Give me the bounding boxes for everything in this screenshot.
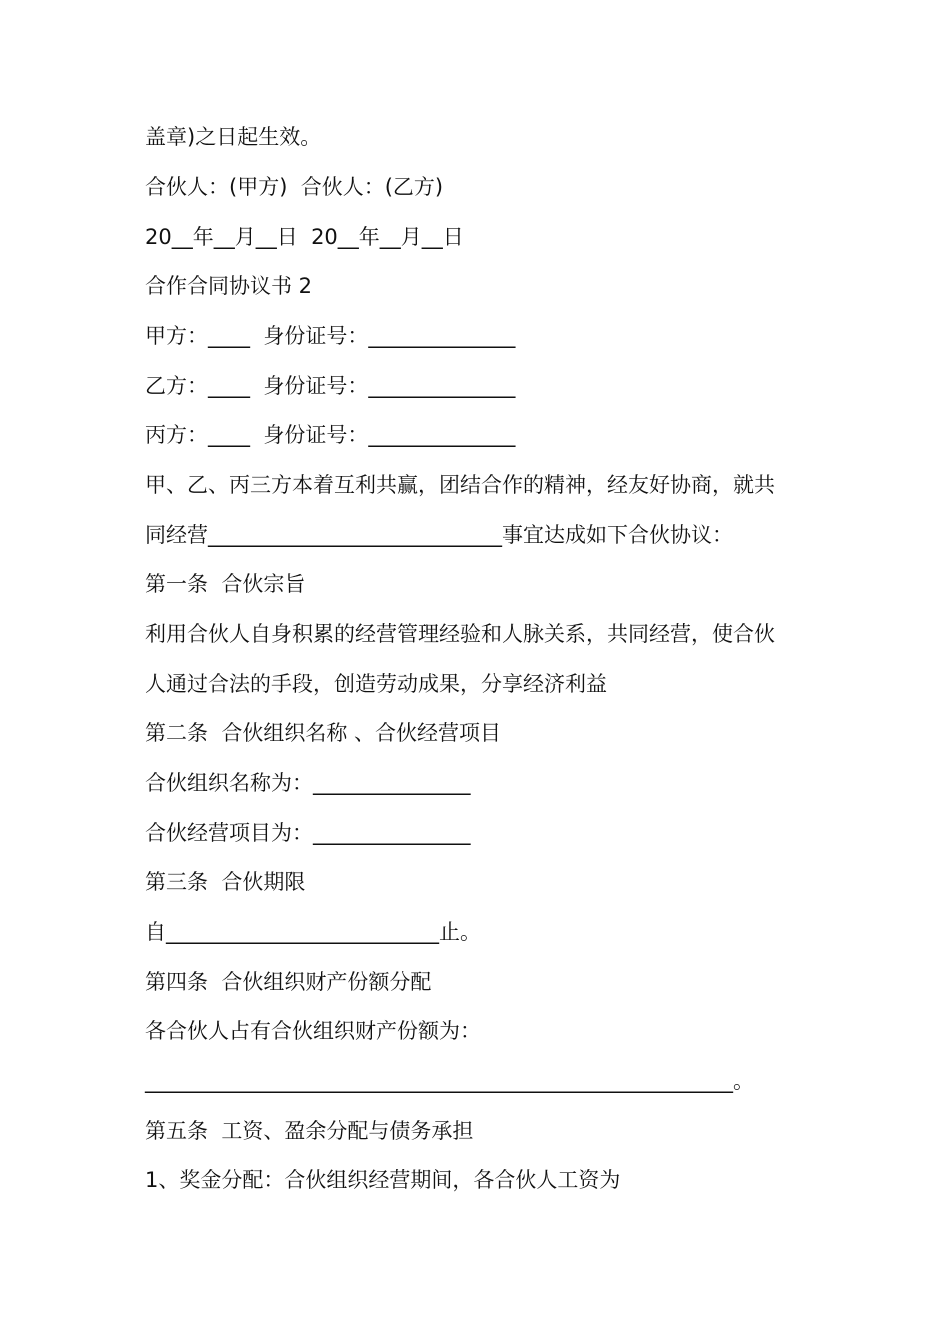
article-heading: 第四条 合伙组织财产份额分配	[145, 970, 432, 994]
section-title: 合作合同协议书 2	[145, 274, 313, 298]
text-line: 利用合伙人自身积累的经营管理经验和人脉关系，共同经营，使合伙	[145, 622, 775, 646]
text-line: 20__年__月__日 20__年__月__日	[145, 225, 464, 249]
text-line: ________________________________________________________。	[145, 1069, 754, 1093]
article-heading: 第二条 合伙组织名称 、合伙经营项目	[145, 721, 502, 745]
article-heading: 第一条 合伙宗旨	[145, 572, 306, 596]
text-line: 同经营____________________________事宜达成如下合伙协议：	[145, 523, 733, 547]
text-line: 合伙人：(甲方) 合伙人：(乙方)	[145, 175, 444, 199]
article-heading: 第三条 合伙期限	[145, 870, 306, 894]
text-line: 人通过合法的手段，创造劳动成果，分享经济利益	[145, 672, 607, 696]
text-line: 乙方：____ 身份证号：______________	[145, 374, 516, 398]
text-line: 自__________________________止。	[145, 920, 481, 944]
text-line: 合伙组织名称为：_______________	[145, 771, 471, 795]
text-line: 各合伙人占有合伙组织财产份额为：	[145, 1019, 481, 1043]
text-line: 丙方：____ 身份证号：______________	[145, 423, 516, 447]
text-line: 甲、乙、丙三方本着互利共赢，团结合作的精神，经友好协商，就共	[145, 473, 775, 497]
text-line: 合伙经营项目为：_______________	[145, 821, 471, 845]
article-heading: 第五条 工资、盈余分配与债务承担	[145, 1119, 474, 1143]
text-line: 甲方：____ 身份证号：______________	[145, 324, 516, 348]
text-line: 1、奖金分配：合伙组织经营期间，各合伙人工资为	[145, 1168, 621, 1192]
text-line: 盖章)之日起生效。	[145, 125, 322, 149]
